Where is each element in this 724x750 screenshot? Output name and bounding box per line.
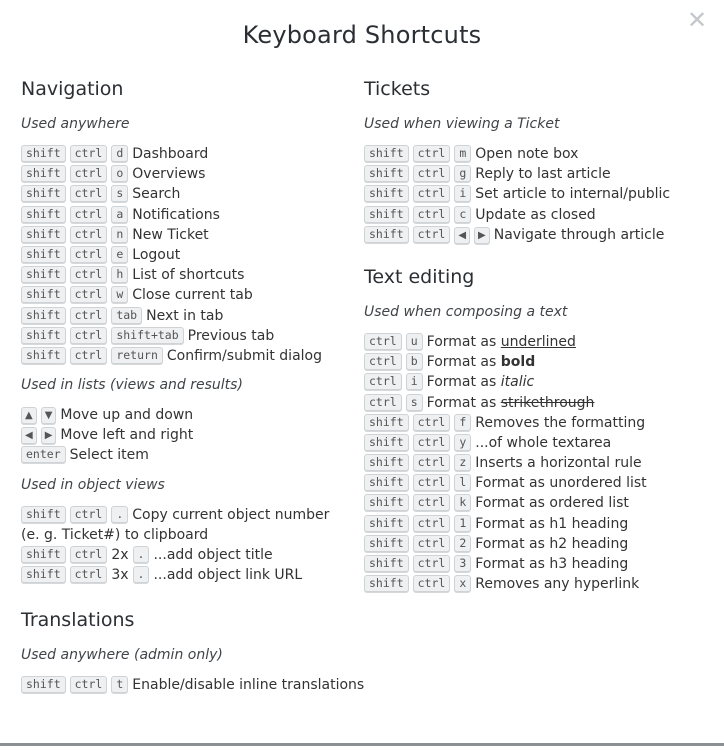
key-cap: ctrl xyxy=(364,373,402,390)
text-editing-label: Used when composing a text xyxy=(364,303,568,320)
key-cap: ctrl xyxy=(413,454,451,471)
key-cap: i xyxy=(454,185,471,202)
key-cap: return xyxy=(111,347,163,364)
shortcut-desc: ...of whole textarea xyxy=(475,434,612,451)
shortcut-desc: ...add object title xyxy=(153,547,273,564)
shortcut-desc: Format as italic xyxy=(426,374,535,391)
key-cap: shift xyxy=(21,347,66,364)
text-editing-list xyxy=(364,413,704,595)
shortcut-desc: Previous tab xyxy=(187,327,275,344)
key-cap: shift xyxy=(364,515,409,532)
key-cap: d xyxy=(111,145,128,162)
key-cap: shift xyxy=(21,266,66,283)
shortcut-row xyxy=(21,565,351,585)
key-cap: t xyxy=(111,676,128,693)
text-editing-heading: Text editing xyxy=(364,265,475,288)
key-cap: 1 xyxy=(454,515,471,532)
shortcut-desc: Navigate through article xyxy=(493,226,665,243)
format-example: bold xyxy=(500,354,536,371)
shortcut-row xyxy=(364,453,704,473)
arrow-key-icon: ▶ xyxy=(41,427,57,444)
repeat-count: 3x xyxy=(111,567,129,584)
shortcut-desc: Update as closed xyxy=(475,206,596,223)
key-cap: 3 xyxy=(454,555,471,572)
shortcut-desc: New Ticket xyxy=(132,226,209,243)
key-cap: ctrl xyxy=(364,394,402,411)
arrow-key-icon: ◀ xyxy=(21,427,37,444)
key-cap: s xyxy=(111,185,128,202)
key-cap: b xyxy=(406,353,423,370)
translations-label: Used anywhere (admin only) xyxy=(21,646,223,663)
key-cap: g xyxy=(454,165,471,182)
key-cap: ctrl xyxy=(413,165,451,182)
key-cap: shift xyxy=(364,494,409,511)
key-cap: shift xyxy=(21,546,66,563)
key-cap: m xyxy=(454,145,471,162)
shortcut-desc: Format as underlined xyxy=(426,333,576,350)
shortcut-row xyxy=(364,473,704,493)
key-cap: h xyxy=(111,266,128,283)
key-cap: shift xyxy=(21,307,66,324)
key-cap: shift xyxy=(364,165,409,182)
key-cap: a xyxy=(111,206,128,223)
navigation-lists-label: Used in lists (views and results) xyxy=(21,377,243,394)
key-cap: tab xyxy=(111,307,142,324)
shortcut-row xyxy=(364,554,704,574)
shortcut-row xyxy=(364,493,704,513)
key-cap: 2 xyxy=(454,535,471,552)
key-cap: shift xyxy=(21,566,66,583)
shortcut-row xyxy=(364,352,704,372)
key-cap: . xyxy=(111,506,128,523)
shortcut-desc: Search xyxy=(132,186,181,203)
key-cap: o xyxy=(111,165,128,182)
arrow-key-icon: ▲ xyxy=(21,407,37,424)
key-cap: f xyxy=(454,414,471,431)
shortcut-row xyxy=(364,372,704,392)
shortcut-desc: Overviews xyxy=(132,166,206,183)
key-cap: s xyxy=(406,394,423,411)
key-cap: ctrl xyxy=(413,206,451,223)
key-cap: l xyxy=(454,474,471,491)
format-example: underlined xyxy=(500,333,576,350)
shortcut-desc: Removes any hyperlink xyxy=(475,576,640,593)
key-cap: ctrl xyxy=(70,327,108,344)
key-cap: shift xyxy=(21,165,66,182)
shortcut-desc: Format as unordered list xyxy=(475,475,647,492)
key-cap: ctrl xyxy=(70,676,108,693)
key-cap: ctrl xyxy=(413,494,451,511)
format-example: italic xyxy=(500,374,535,391)
right-column xyxy=(364,76,704,594)
key-cap: ctrl xyxy=(70,506,108,523)
repeat-count: 2x xyxy=(111,547,129,564)
arrow-key-icon: ◀ xyxy=(454,227,470,244)
key-cap: shift xyxy=(364,206,409,223)
key-cap: w xyxy=(111,286,128,303)
key-cap: shift xyxy=(21,327,66,344)
key-cap: ctrl xyxy=(413,185,451,202)
navigation-lists-list xyxy=(21,405,351,466)
shortcut-desc: Dashboard xyxy=(132,146,209,162)
tickets-heading: Tickets xyxy=(364,78,431,100)
key-cap: shift xyxy=(364,555,409,572)
key-cap: shift xyxy=(364,185,409,202)
navigation-objects-list xyxy=(21,505,351,586)
modal-title: Keyboard Shortcuts xyxy=(242,21,482,49)
shortcut-row xyxy=(21,405,351,425)
key-cap: ctrl xyxy=(413,145,451,162)
key-cap: ctrl xyxy=(413,515,451,532)
key-cap: shift xyxy=(21,185,66,202)
key-cap: u xyxy=(406,333,423,350)
shortcut-desc: Removes the formatting xyxy=(475,414,646,431)
shortcut-row xyxy=(364,534,704,554)
navigation-anywhere-label: Used anywhere xyxy=(21,116,130,132)
shortcut-desc: Inserts a horizontal rule xyxy=(475,455,642,472)
key-cap: shift xyxy=(364,414,409,431)
shortcut-row xyxy=(364,225,704,245)
shortcut-row xyxy=(21,545,351,565)
key-cap: . xyxy=(133,566,150,583)
shortcut-row xyxy=(364,393,704,413)
key-cap: shift xyxy=(21,286,66,303)
key-cap: shift xyxy=(21,206,66,223)
shortcut-row xyxy=(364,205,704,225)
shortcut-row xyxy=(364,164,704,184)
shortcut-desc: Select item xyxy=(69,447,149,464)
shortcut-row xyxy=(364,574,704,594)
shortcut-desc: Format as h3 heading xyxy=(475,556,629,572)
key-cap: shift xyxy=(364,226,409,243)
shortcut-desc: Notifications xyxy=(132,206,220,223)
arrow-key-icon: ▼ xyxy=(41,407,57,424)
key-cap: shift+tab xyxy=(111,327,183,344)
key-cap: shift xyxy=(364,535,409,552)
shortcut-desc: List of shortcuts xyxy=(132,267,245,284)
shortcut-row xyxy=(21,285,351,305)
key-cap: ctrl xyxy=(70,165,108,182)
shortcut-desc: Move left and right xyxy=(60,427,194,444)
shortcut-desc: Next in tab xyxy=(146,307,224,324)
key-cap: ctrl xyxy=(413,555,451,572)
key-cap: ctrl xyxy=(70,246,108,263)
key-cap: ctrl xyxy=(70,286,108,303)
key-cap: x xyxy=(454,575,471,592)
key-cap: shift xyxy=(364,434,409,451)
key-cap: enter xyxy=(21,446,66,463)
shortcut-desc: Confirm/submit dialog xyxy=(166,347,322,364)
shortcut-desc: Format as ordered list xyxy=(475,495,629,512)
shortcut-desc: Format as h1 heading xyxy=(475,515,629,532)
tickets-label: Used when viewing a Ticket xyxy=(364,116,560,132)
close-icon[interactable]: ✕ xyxy=(686,6,708,34)
navigation-heading: Navigation xyxy=(21,78,124,100)
shortcut-desc: Set article to internal/public xyxy=(475,186,671,203)
shortcut-row xyxy=(21,245,351,265)
key-cap: shift xyxy=(364,454,409,471)
key-cap: ctrl xyxy=(70,566,108,583)
key-cap: shift xyxy=(364,575,409,592)
shortcut-desc: ...add object link URL xyxy=(153,567,303,584)
shortcut-row xyxy=(21,306,351,326)
shortcut-row xyxy=(21,445,351,465)
left-column xyxy=(21,76,365,695)
shortcut-row xyxy=(21,164,351,184)
key-cap: ctrl xyxy=(70,185,108,202)
shortcut-row xyxy=(21,205,351,225)
key-cap: z xyxy=(454,454,471,471)
key-cap: shift xyxy=(21,145,66,162)
shortcut-row xyxy=(21,425,351,445)
translations-heading: Translations xyxy=(21,608,135,631)
key-cap: ctrl xyxy=(70,145,108,162)
shortcut-desc: Reply to last article xyxy=(475,166,611,183)
shortcut-row xyxy=(21,225,351,245)
key-cap: ctrl xyxy=(70,206,108,223)
key-cap: shift xyxy=(21,506,66,523)
shortcut-row xyxy=(364,433,704,453)
shortcut-row xyxy=(21,184,351,204)
key-cap: c xyxy=(454,206,471,223)
shortcut-row xyxy=(364,144,704,164)
arrow-key-icon: ▶ xyxy=(474,227,490,244)
key-cap: y xyxy=(454,434,471,451)
navigation-objects-label: Used in object views xyxy=(21,476,165,493)
key-cap: ctrl xyxy=(70,307,108,324)
key-cap: ctrl xyxy=(70,546,108,563)
key-cap: ctrl xyxy=(364,333,402,350)
key-cap: ctrl xyxy=(70,266,108,283)
shortcut-desc: Enable/disable inline translations xyxy=(132,676,365,693)
shortcut-row xyxy=(364,413,704,433)
shortcut-row xyxy=(21,144,351,164)
key-cap: shift xyxy=(364,145,409,162)
shortcut-desc: Format as h2 heading xyxy=(475,535,629,552)
shortcut-desc: Format as bold xyxy=(426,354,536,371)
shortcut-desc: Logout xyxy=(132,246,181,263)
key-cap: ctrl xyxy=(413,414,451,431)
shortcut-row xyxy=(364,332,704,352)
key-cap: ctrl xyxy=(413,535,451,552)
shortcut-desc: Open note box xyxy=(475,146,579,162)
shortcut-row xyxy=(21,326,351,346)
key-cap: shift xyxy=(21,246,66,263)
shortcut-row xyxy=(21,265,351,285)
key-cap: n xyxy=(111,226,128,243)
shortcut-row xyxy=(21,505,351,545)
key-cap: ctrl xyxy=(413,226,451,243)
key-cap: shift xyxy=(364,474,409,491)
shortcut-row xyxy=(364,184,704,204)
shortcut-desc: Move up and down xyxy=(60,407,194,424)
key-cap: ctrl xyxy=(413,434,451,451)
shortcut-desc: Close current tab xyxy=(132,287,253,304)
key-cap: e xyxy=(111,246,128,263)
key-cap: ctrl xyxy=(364,353,402,370)
shortcut-row xyxy=(21,675,365,695)
text-formatting-list xyxy=(364,332,704,413)
key-cap: ctrl xyxy=(70,347,108,364)
key-cap: k xyxy=(454,494,471,511)
navigation-anywhere-list xyxy=(21,144,351,366)
shortcut-desc: Copy current object number (e. g. Ticket#) to clipboard xyxy=(21,506,330,543)
shortcut-row xyxy=(21,346,351,366)
key-cap: shift xyxy=(21,676,66,693)
key-cap: ctrl xyxy=(413,575,451,592)
key-cap: shift xyxy=(21,226,66,243)
tickets-list xyxy=(364,144,704,245)
key-cap: i xyxy=(406,373,423,390)
key-cap: . xyxy=(133,546,150,563)
key-cap: ctrl xyxy=(70,226,108,243)
key-cap: ctrl xyxy=(413,474,451,491)
shortcut-row xyxy=(364,514,704,534)
format-example: strikethrough xyxy=(500,394,595,411)
shortcut-desc: Format as strikethrough xyxy=(426,394,595,411)
